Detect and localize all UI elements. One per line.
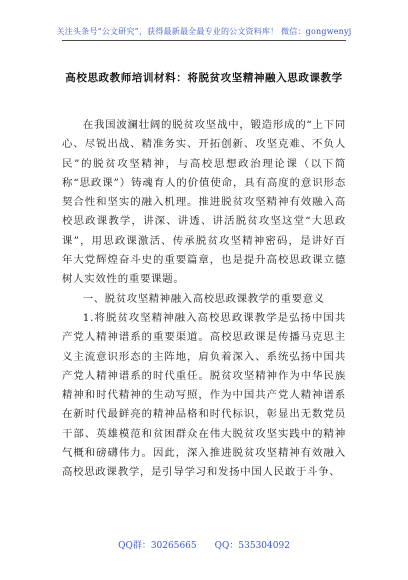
intro-paragraph: 在我国波澜壮阔的脱贫攻坚战中，锻造形成的“上下同心、尽锐出战、精准务实、开拓创新、攻坚克难、不负人民”的脱贫攻坚精神，与高校思想政治理论课（以下简称“思政课”）铸魂育人的价值使命，具有高度的意识形态契合性和坚实的融入机理。推进脱贫攻坚精神有效融入高校思政课教学，讲深、讲透、讲活脱贫攻坚这堂“大思政课”，用思政课激活、传承脱贫攻坚精神密码，是讲好百年大党辉煌奋斗史的重要篇章，也是提升高校思政课立德树人实效性的重要课题。 bbox=[62, 119, 346, 286]
header-divider bbox=[62, 40, 346, 41]
document-title: 高校思政教师培训材料：将脱贫攻坚精神融入思政课教学 bbox=[65, 72, 343, 84]
document-body bbox=[62, 116, 346, 483]
body-paragraph: 1.将脱贫攻坚精神融入高校思政课教学是弘扬中国共产党人精神谱系的重要渠道。高校思政课是传播马克思主义主流意识形态的主阵地，肩负着深入、系统弘扬中国共产党人精神谱系的时代重任。脱贫攻坚精神作为中华民族精神和时代精神的生动写照，作为中国共产党人精神谱系在新时代最鲜亮的精神品格和时代标识，彰显出无数党员干部、英雄模范和贫困群众在伟大脱贫攻坚实践中的精神气概和磅礴伟力。因此，深入推进脱贫攻坚精神有效融入高校思政课教学，是引导学习和发扬中国人民敢于斗争、 bbox=[62, 311, 346, 479]
section-heading: 一、脱贫攻坚精神融入高校思政课教学的重要意义 bbox=[82, 292, 325, 305]
footer-contact bbox=[0, 538, 408, 551]
footer-qq-group: QQ群：30265665 bbox=[118, 541, 197, 551]
header-promo-note: 关注头条号“公文研究”，获得最新最全最专业的公文资料库！ 微信：gongwenyj bbox=[56, 27, 352, 36]
footer-qq-number: QQ：535304092 bbox=[214, 541, 290, 551]
